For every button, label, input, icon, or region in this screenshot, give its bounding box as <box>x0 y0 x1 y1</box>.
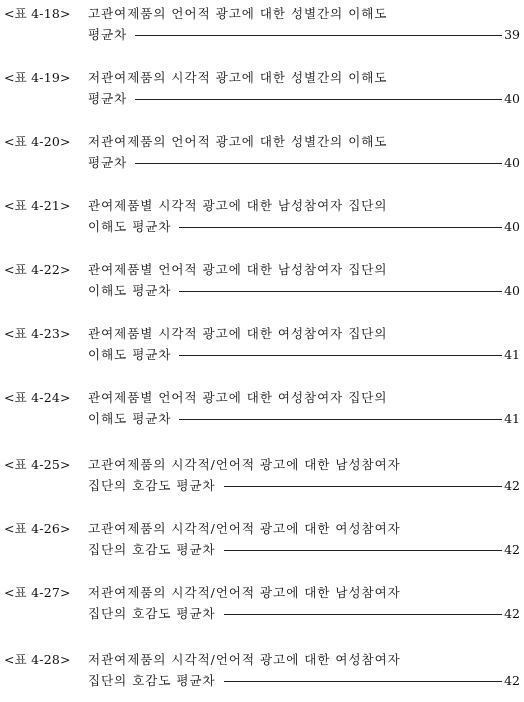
page-number: 42 <box>504 672 520 688</box>
entry-title-line2-row <box>88 670 520 690</box>
page-number: 40 <box>504 218 520 234</box>
dot-leader <box>224 550 502 551</box>
dot-leader <box>224 614 502 615</box>
entry-title-line2: 이해도 평균차 <box>88 283 172 298</box>
toc-entry[interactable] <box>4 196 520 236</box>
toc-entry[interactable] <box>4 388 520 428</box>
page-number: 42 <box>504 477 520 493</box>
entry-title-line2-row <box>88 408 520 428</box>
entry-title-line1: 관여제품별 언어적 광고에 대한 남성참여자 집단의 <box>88 262 388 277</box>
table-number: <표 4-25> <box>4 457 71 472</box>
entry-title-line2: 평균차 <box>88 27 128 42</box>
toc-entry[interactable] <box>4 68 520 108</box>
entry-title-line2: 집단의 호감도 평균차 <box>88 542 216 557</box>
dot-leader <box>179 227 502 228</box>
entry-title-line2-row <box>88 88 520 108</box>
table-number: <표 4-18> <box>4 6 71 21</box>
entry-title-line1: 고관여제품의 시각적/언어적 광고에 대한 남성참여자 <box>88 457 401 472</box>
entry-title-line1: 관여제품별 시각적 광고에 대한 남성참여자 집단의 <box>88 198 388 213</box>
entry-title-line2-row <box>88 475 520 495</box>
toc-entry[interactable] <box>4 519 520 559</box>
toc-entry[interactable] <box>4 4 520 44</box>
dot-leader <box>224 681 502 682</box>
table-number: <표 4-20> <box>4 134 71 149</box>
entry-title-line2: 집단의 호감도 평균차 <box>88 478 216 493</box>
entry-title-line1: 관여제품별 언어적 광고에 대한 여성참여자 집단의 <box>88 390 388 405</box>
entry-title-line1: 고관여제품의 언어적 광고에 대한 성별간의 이해도 <box>88 6 388 21</box>
dot-leader <box>135 99 502 100</box>
entry-title-line1: 저관여제품의 언어적 광고에 대한 성별간의 이해도 <box>88 134 388 149</box>
page-number: 42 <box>504 541 520 557</box>
page-number: 40 <box>504 90 520 106</box>
dot-leader <box>135 35 502 36</box>
page-number: 41 <box>504 346 520 362</box>
page-number: 41 <box>504 410 520 426</box>
toc-entry[interactable] <box>4 132 520 172</box>
table-number: <표 4-22> <box>4 262 71 277</box>
toc-entry[interactable] <box>4 455 520 495</box>
entry-title-line2: 이해도 평균차 <box>88 219 172 234</box>
table-number: <표 4-23> <box>4 326 71 341</box>
entry-title-line2: 집단의 호감도 평균차 <box>88 673 216 688</box>
page-number: 40 <box>504 154 520 170</box>
entry-title-line1: 저관여제품의 시각적/언어적 광고에 대한 남성참여자 <box>88 585 401 600</box>
toc-entry[interactable] <box>4 650 520 690</box>
entry-title-line2-row <box>88 539 520 559</box>
table-number: <표 4-24> <box>4 390 71 405</box>
dot-leader <box>179 291 502 292</box>
entry-title-line2: 집단의 호감도 평균차 <box>88 606 216 621</box>
dot-leader <box>135 163 502 164</box>
table-number: <표 4-27> <box>4 585 71 600</box>
table-number: <표 4-19> <box>4 70 71 85</box>
dot-leader <box>179 355 502 356</box>
entry-title-line1: 관여제품별 시각적 광고에 대한 여성참여자 집단의 <box>88 326 388 341</box>
dot-leader <box>224 486 502 487</box>
entry-title-line1: 고관여제품의 시각적/언어적 광고에 대한 여성참여자 <box>88 521 401 536</box>
entry-title-line1: 저관여제품의 시각적/언어적 광고에 대한 여성참여자 <box>88 652 401 667</box>
table-number: <표 4-28> <box>4 652 71 667</box>
page-number: 39 <box>504 26 520 42</box>
entry-title-line1: 저관여제품의 시각적 광고에 대한 성별간의 이해도 <box>88 70 388 85</box>
entry-title-line2-row <box>88 344 520 364</box>
toc-entry[interactable] <box>4 260 520 300</box>
table-number: <표 4-21> <box>4 198 71 213</box>
entry-title-line2-row <box>88 24 520 44</box>
entry-title-line2-row <box>88 216 520 236</box>
page-number: 42 <box>504 605 520 621</box>
entry-title-line2: 평균차 <box>88 91 128 106</box>
toc-entry[interactable] <box>4 583 520 623</box>
entry-title-line2-row <box>88 603 520 623</box>
table-number: <표 4-26> <box>4 521 71 536</box>
entry-title-line2-row <box>88 152 520 172</box>
entry-title-line2: 이해도 평균차 <box>88 411 172 426</box>
entry-title-line2: 평균차 <box>88 155 128 170</box>
page-number: 40 <box>504 282 520 298</box>
entry-title-line2-row <box>88 280 520 300</box>
dot-leader <box>179 419 502 420</box>
toc-entry[interactable] <box>4 324 520 364</box>
entry-title-line2: 이해도 평균차 <box>88 347 172 362</box>
